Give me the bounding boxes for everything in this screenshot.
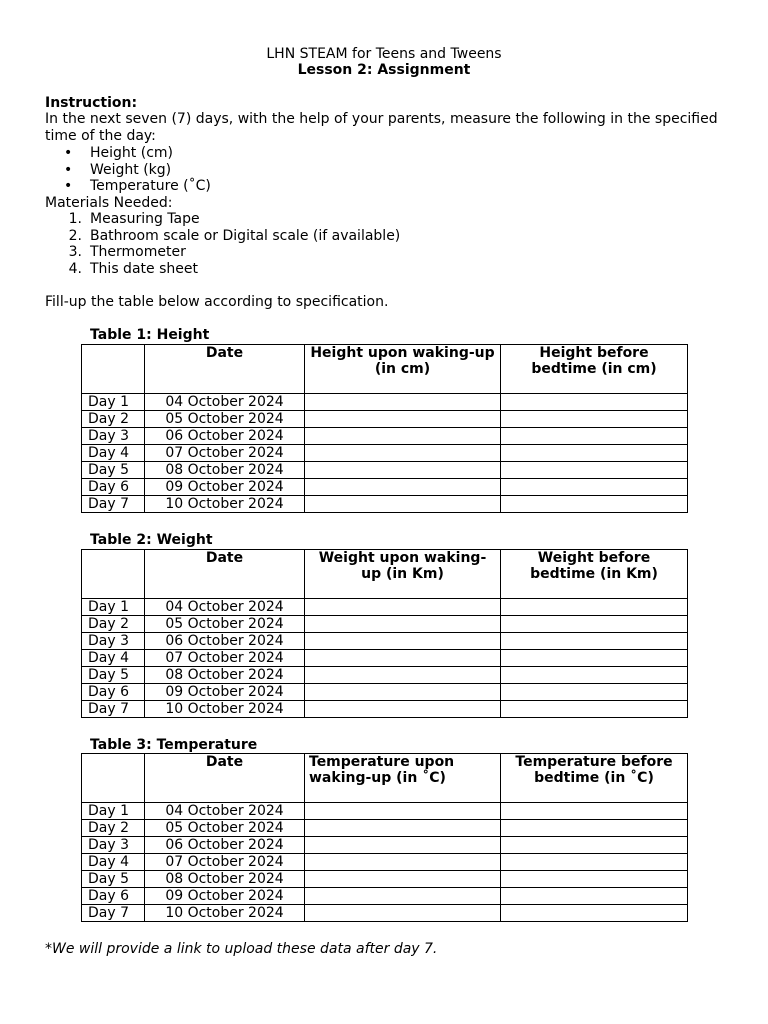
table-row (82, 667, 688, 684)
material-item: Thermometer (90, 244, 186, 260)
bed-value-cell[interactable] (501, 888, 688, 905)
bed-value-cell[interactable] (501, 445, 688, 462)
measure-item: Weight (kg) (90, 162, 172, 178)
day-cell: Day 1 (82, 803, 145, 820)
table-row (82, 428, 688, 445)
bullet-icon: • (64, 178, 73, 194)
bed-value-cell[interactable] (501, 871, 688, 888)
instruction-text: In the next seven (7) days, with the help of your parents, measure the following in the specified time of the day: (45, 111, 718, 144)
date-cell: 07 October 2024 (145, 854, 305, 871)
date-cell: 05 October 2024 (145, 411, 305, 428)
table-row (82, 496, 688, 513)
wake-value-cell[interactable] (305, 428, 501, 445)
table-header-row (82, 550, 688, 599)
date-cell: 09 October 2024 (145, 684, 305, 701)
wake-value-cell[interactable] (305, 667, 501, 684)
bed-value-cell[interactable] (501, 820, 688, 837)
wake-header: Weight upon waking-up (in Km) (305, 550, 501, 599)
fill-instruction: Fill-up the table below according to specification. (45, 294, 389, 310)
day-cell: Day 1 (82, 599, 145, 616)
weight-table (81, 549, 688, 718)
date-cell: 06 October 2024 (145, 837, 305, 854)
bed-value-cell[interactable] (501, 803, 688, 820)
table-row (82, 837, 688, 854)
wake-value-cell[interactable] (305, 854, 501, 871)
bed-value-cell[interactable] (501, 496, 688, 513)
date-cell: 06 October 2024 (145, 633, 305, 650)
wake-value-cell[interactable] (305, 701, 501, 718)
list-number: 2. (68, 228, 82, 244)
bed-value-cell[interactable] (501, 599, 688, 616)
bed-value-cell[interactable] (501, 684, 688, 701)
day-header (82, 550, 145, 599)
list-number: 4. (68, 261, 82, 277)
date-cell: 10 October 2024 (145, 496, 305, 513)
day-cell: Day 6 (82, 684, 145, 701)
wake-value-cell[interactable] (305, 479, 501, 496)
bed-value-cell[interactable] (501, 905, 688, 922)
wake-header: Height upon waking-up (in cm) (305, 345, 501, 394)
bed-value-cell[interactable] (501, 428, 688, 445)
table-row (82, 684, 688, 701)
table-row (82, 871, 688, 888)
table-row (82, 888, 688, 905)
table-caption: Table 2: Weight (90, 532, 213, 548)
wake-value-cell[interactable] (305, 803, 501, 820)
table-caption: Table 1: Height (90, 327, 210, 343)
bed-value-cell[interactable] (501, 854, 688, 871)
list-number: 3. (68, 244, 82, 260)
date-cell: 09 October 2024 (145, 888, 305, 905)
bed-value-cell[interactable] (501, 462, 688, 479)
wake-value-cell[interactable] (305, 888, 501, 905)
temperature-table (81, 753, 688, 922)
date-cell: 04 October 2024 (145, 803, 305, 820)
wake-value-cell[interactable] (305, 496, 501, 513)
day-cell: Day 4 (82, 650, 145, 667)
bed-header: Weight before bedtime (in Km) (501, 550, 688, 599)
table-row (82, 411, 688, 428)
date-header: Date (145, 345, 305, 394)
day-cell: Day 3 (82, 633, 145, 650)
table-row (82, 616, 688, 633)
wake-value-cell[interactable] (305, 820, 501, 837)
wake-value-cell[interactable] (305, 445, 501, 462)
wake-value-cell[interactable] (305, 616, 501, 633)
list-number: 1. (68, 211, 82, 227)
table-row (82, 445, 688, 462)
day-cell: Day 7 (82, 496, 145, 513)
date-cell: 10 October 2024 (145, 701, 305, 718)
wake-value-cell[interactable] (305, 905, 501, 922)
day-cell: Day 2 (82, 616, 145, 633)
day-cell: Day 5 (82, 871, 145, 888)
day-cell: Day 3 (82, 428, 145, 445)
wake-value-cell[interactable] (305, 871, 501, 888)
table-row (82, 803, 688, 820)
table-row (82, 905, 688, 922)
material-item: This date sheet (90, 261, 198, 277)
day-cell: Day 3 (82, 837, 145, 854)
bed-value-cell[interactable] (501, 394, 688, 411)
day-cell: Day 4 (82, 445, 145, 462)
wake-value-cell[interactable] (305, 837, 501, 854)
date-cell: 07 October 2024 (145, 650, 305, 667)
wake-value-cell[interactable] (305, 633, 501, 650)
bed-value-cell[interactable] (501, 633, 688, 650)
date-cell: 05 October 2024 (145, 616, 305, 633)
table-row (82, 820, 688, 837)
height-table (81, 344, 688, 513)
wake-value-cell[interactable] (305, 684, 501, 701)
table-row (82, 633, 688, 650)
table-row (82, 394, 688, 411)
day-cell: Day 6 (82, 888, 145, 905)
table-row (82, 462, 688, 479)
material-item: Bathroom scale or Digital scale (if available) (90, 228, 401, 244)
table-caption: Table 3: Temperature (90, 737, 258, 753)
wake-value-cell[interactable] (305, 411, 501, 428)
bed-value-cell[interactable] (501, 616, 688, 633)
table-row (82, 599, 688, 616)
date-cell: 07 October 2024 (145, 445, 305, 462)
day-cell: Day 5 (82, 667, 145, 684)
table-header-row (82, 345, 688, 394)
measure-item: Height (cm) (90, 145, 173, 161)
wake-header: Temperature upon waking-up (in ˚C) (305, 754, 501, 803)
day-cell: Day 4 (82, 854, 145, 871)
bed-value-cell[interactable] (501, 479, 688, 496)
bed-value-cell[interactable] (501, 837, 688, 854)
wake-value-cell[interactable] (305, 462, 501, 479)
table-header-row (82, 754, 688, 803)
material-item: Measuring Tape (90, 211, 200, 227)
day-header (82, 754, 145, 803)
table-row (82, 479, 688, 496)
date-cell: 04 October 2024 (145, 599, 305, 616)
bed-header: Temperature before bedtime (in ˚C) (501, 754, 688, 803)
date-cell: 10 October 2024 (145, 905, 305, 922)
wake-value-cell[interactable] (305, 394, 501, 411)
date-cell: 04 October 2024 (145, 394, 305, 411)
bullet-icon: • (64, 162, 73, 178)
table-row (82, 701, 688, 718)
date-cell: 08 October 2024 (145, 462, 305, 479)
org-title: LHN STEAM for Teens and Tweens (266, 46, 502, 62)
date-cell: 09 October 2024 (145, 479, 305, 496)
materials-heading: Materials Needed: (45, 195, 173, 211)
measure-item: Temperature (˚C) (90, 178, 211, 194)
bed-value-cell[interactable] (501, 650, 688, 667)
day-cell: Day 7 (82, 701, 145, 718)
date-cell: 05 October 2024 (145, 820, 305, 837)
wake-value-cell[interactable] (305, 650, 501, 667)
day-cell: Day 7 (82, 905, 145, 922)
date-cell: 08 October 2024 (145, 871, 305, 888)
date-header: Date (145, 754, 305, 803)
day-cell: Day 2 (82, 411, 145, 428)
day-cell: Day 1 (82, 394, 145, 411)
date-cell: 06 October 2024 (145, 428, 305, 445)
lesson-title: Lesson 2: Assignment (297, 62, 471, 78)
day-cell: Day 2 (82, 820, 145, 837)
instruction-heading: Instruction: (45, 95, 138, 111)
footnote: *We will provide a link to upload these data after day 7. (45, 941, 438, 957)
wake-value-cell[interactable] (305, 599, 501, 616)
table-row (82, 854, 688, 871)
bed-value-cell[interactable] (501, 667, 688, 684)
bed-value-cell[interactable] (501, 701, 688, 718)
bed-header: Height before bedtime (in cm) (501, 345, 688, 394)
day-cell: Day 6 (82, 479, 145, 496)
bed-value-cell[interactable] (501, 411, 688, 428)
day-cell: Day 5 (82, 462, 145, 479)
table-row (82, 650, 688, 667)
date-cell: 08 October 2024 (145, 667, 305, 684)
bullet-icon: • (64, 145, 73, 161)
day-header (82, 345, 145, 394)
date-header: Date (145, 550, 305, 599)
